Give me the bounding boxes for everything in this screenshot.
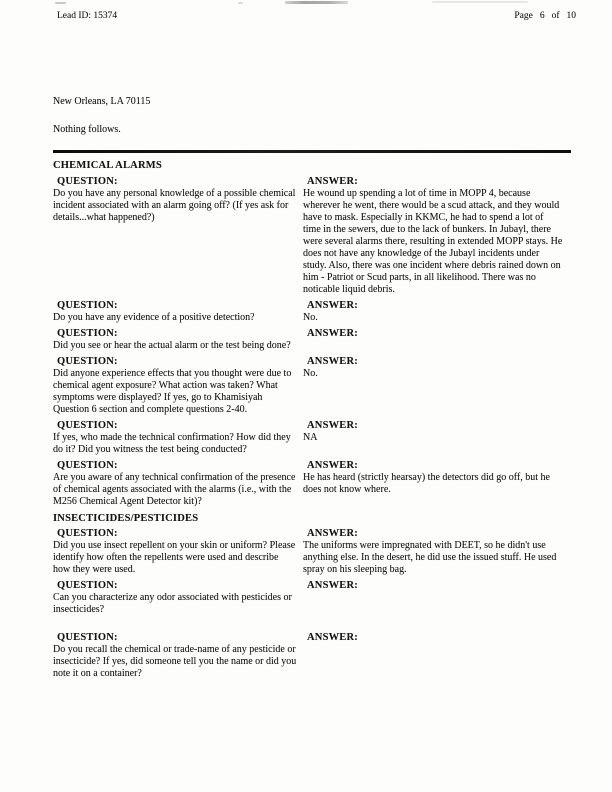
- question-text: Do you recall the chemical or trade-name of any pesticide or insecticide? If yes, did someone tell you the name or did you note it on a container?: [53, 644, 297, 679]
- answer-label: ANSWER:: [307, 420, 358, 431]
- answer-label: ANSWER:: [307, 460, 358, 471]
- question-cell: [53, 528, 303, 576]
- section-title-chemical-alarms: CHEMICAL ALARMS: [53, 160, 162, 171]
- answer-cell: [303, 328, 563, 352]
- page-current: 6: [539, 11, 545, 21]
- question-text: Do you have any personal knowledge of a possible chemical incident associated with an alarm going off? (If yes ask for details...what happened?): [53, 188, 296, 223]
- question-label: QUESTION:: [57, 420, 118, 431]
- answer-cell: [303, 300, 563, 324]
- scan-artifact: [285, 1, 348, 4]
- answer-cell: [303, 420, 563, 456]
- question-text: Do you have any evidence of a positive detection?: [53, 312, 255, 323]
- answer-cell: [303, 528, 563, 576]
- scan-artifact: [55, 2, 66, 4]
- answer-cell: [303, 356, 563, 416]
- scan-artifact: [432, 1, 528, 3]
- answer-label: ANSWER:: [307, 328, 358, 339]
- answer-label: ANSWER:: [307, 632, 358, 643]
- question-label: QUESTION:: [57, 528, 118, 539]
- question-cell: [53, 300, 303, 324]
- answer-cell: [303, 580, 563, 616]
- question-text: Are you aware of any technical confirmation of the presence of chemical agents associated with the alarms (i.e., with the M256 Chemical Agent Detector kit)?: [53, 472, 296, 507]
- qa-row: [53, 580, 571, 616]
- qa-row: [53, 300, 571, 324]
- answer-text: The uniforms were impregnated with DEET, so he didn't use anything else. In the desert, he did use the issued stuff. He used spray on his sleeping bag.: [303, 540, 557, 575]
- answer-label: ANSWER:: [307, 528, 358, 539]
- question-label: QUESTION:: [57, 356, 118, 367]
- question-text: Did you see or hear the actual alarm or the test being done?: [53, 340, 291, 351]
- qa-list: [53, 176, 571, 680]
- question-text: Did anyone experience effects that you thought were due to chemical agent exposure? What action was taken? What symptoms were displayed? If yes, go to Khamisiyah Question 6 section and complete questions 2-40.: [53, 368, 292, 415]
- question-text: If yes, who made the technical confirmation? How did they do it? Did you witness the test being conducted?: [53, 432, 291, 455]
- question-cell: [53, 420, 303, 456]
- qa-row: [53, 420, 571, 456]
- lead-id-label: Lead ID: 15374: [57, 11, 118, 21]
- qa-row: [53, 460, 571, 508]
- answer-label: ANSWER:: [307, 580, 358, 591]
- question-cell: [53, 356, 303, 416]
- section-divider-rule: [53, 150, 571, 153]
- question-cell: [53, 328, 303, 352]
- question-label: QUESTION:: [57, 176, 118, 187]
- answer-label: ANSWER:: [307, 300, 358, 311]
- question-text: Did you use insect repellent on your skin or uniform? Please identify how often the repellents were used and describe how they were used.: [53, 540, 296, 575]
- qa-row: [53, 176, 571, 296]
- answer-text: He wound up spending a lot of time in MOPP 4, because wherever he went, there would be a scud attack, and they would have to mask. Especially in KKMC, he had to spend a lot of time in the sewers, due to the lack of bunkers. In Jubayl, there were several alarms there, resulting in extended MOPP stays. He does not have any knowledge of the Jubayl incidents under study. Also, there was one incident where debris rained down on him - Patriot or Scud parts, in all likelihood. There was no noticable liquid debris.: [303, 188, 563, 295]
- address-line: New Orleans, LA 70115: [53, 96, 151, 107]
- question-cell: [53, 580, 303, 616]
- answer-text: No.: [303, 368, 318, 379]
- answer-label: ANSWER:: [307, 176, 358, 187]
- nothing-follows-line: Nothing follows.: [53, 124, 121, 135]
- qa-row: [53, 356, 571, 416]
- page-separator: of: [551, 11, 560, 21]
- answer-text: NA: [303, 432, 318, 443]
- scan-artifact: [238, 2, 243, 4]
- document-body: [53, 96, 571, 684]
- answer-cell: [303, 176, 563, 296]
- answer-text: He has heard (strictly hearsay) the detectors did go off, but he does not know where.: [303, 472, 550, 495]
- question-cell: [53, 460, 303, 508]
- question-text: Can you characterize any odor associated with pesticides or insecticides?: [53, 592, 292, 615]
- qa-row: [53, 632, 571, 680]
- question-label: QUESTION:: [57, 632, 118, 643]
- page-number: [514, 10, 576, 22]
- qa-row: [53, 328, 571, 352]
- page-label: Page: [514, 11, 533, 21]
- answer-label: ANSWER:: [307, 356, 358, 367]
- answer-cell: [303, 632, 563, 680]
- qa-row: [53, 528, 571, 576]
- question-cell: [53, 632, 303, 680]
- answer-cell: [303, 460, 563, 508]
- question-label: QUESTION:: [57, 300, 118, 311]
- question-label: QUESTION:: [57, 580, 118, 591]
- question-label: QUESTION:: [57, 460, 118, 471]
- document-header: [57, 10, 576, 22]
- page-total: 10: [566, 11, 576, 21]
- question-cell: [53, 176, 303, 296]
- section-title-insecticides-pesticides: INSECTICIDES/PESTICIDES: [53, 513, 199, 524]
- question-label: QUESTION:: [57, 328, 118, 339]
- answer-text: No.: [303, 312, 318, 323]
